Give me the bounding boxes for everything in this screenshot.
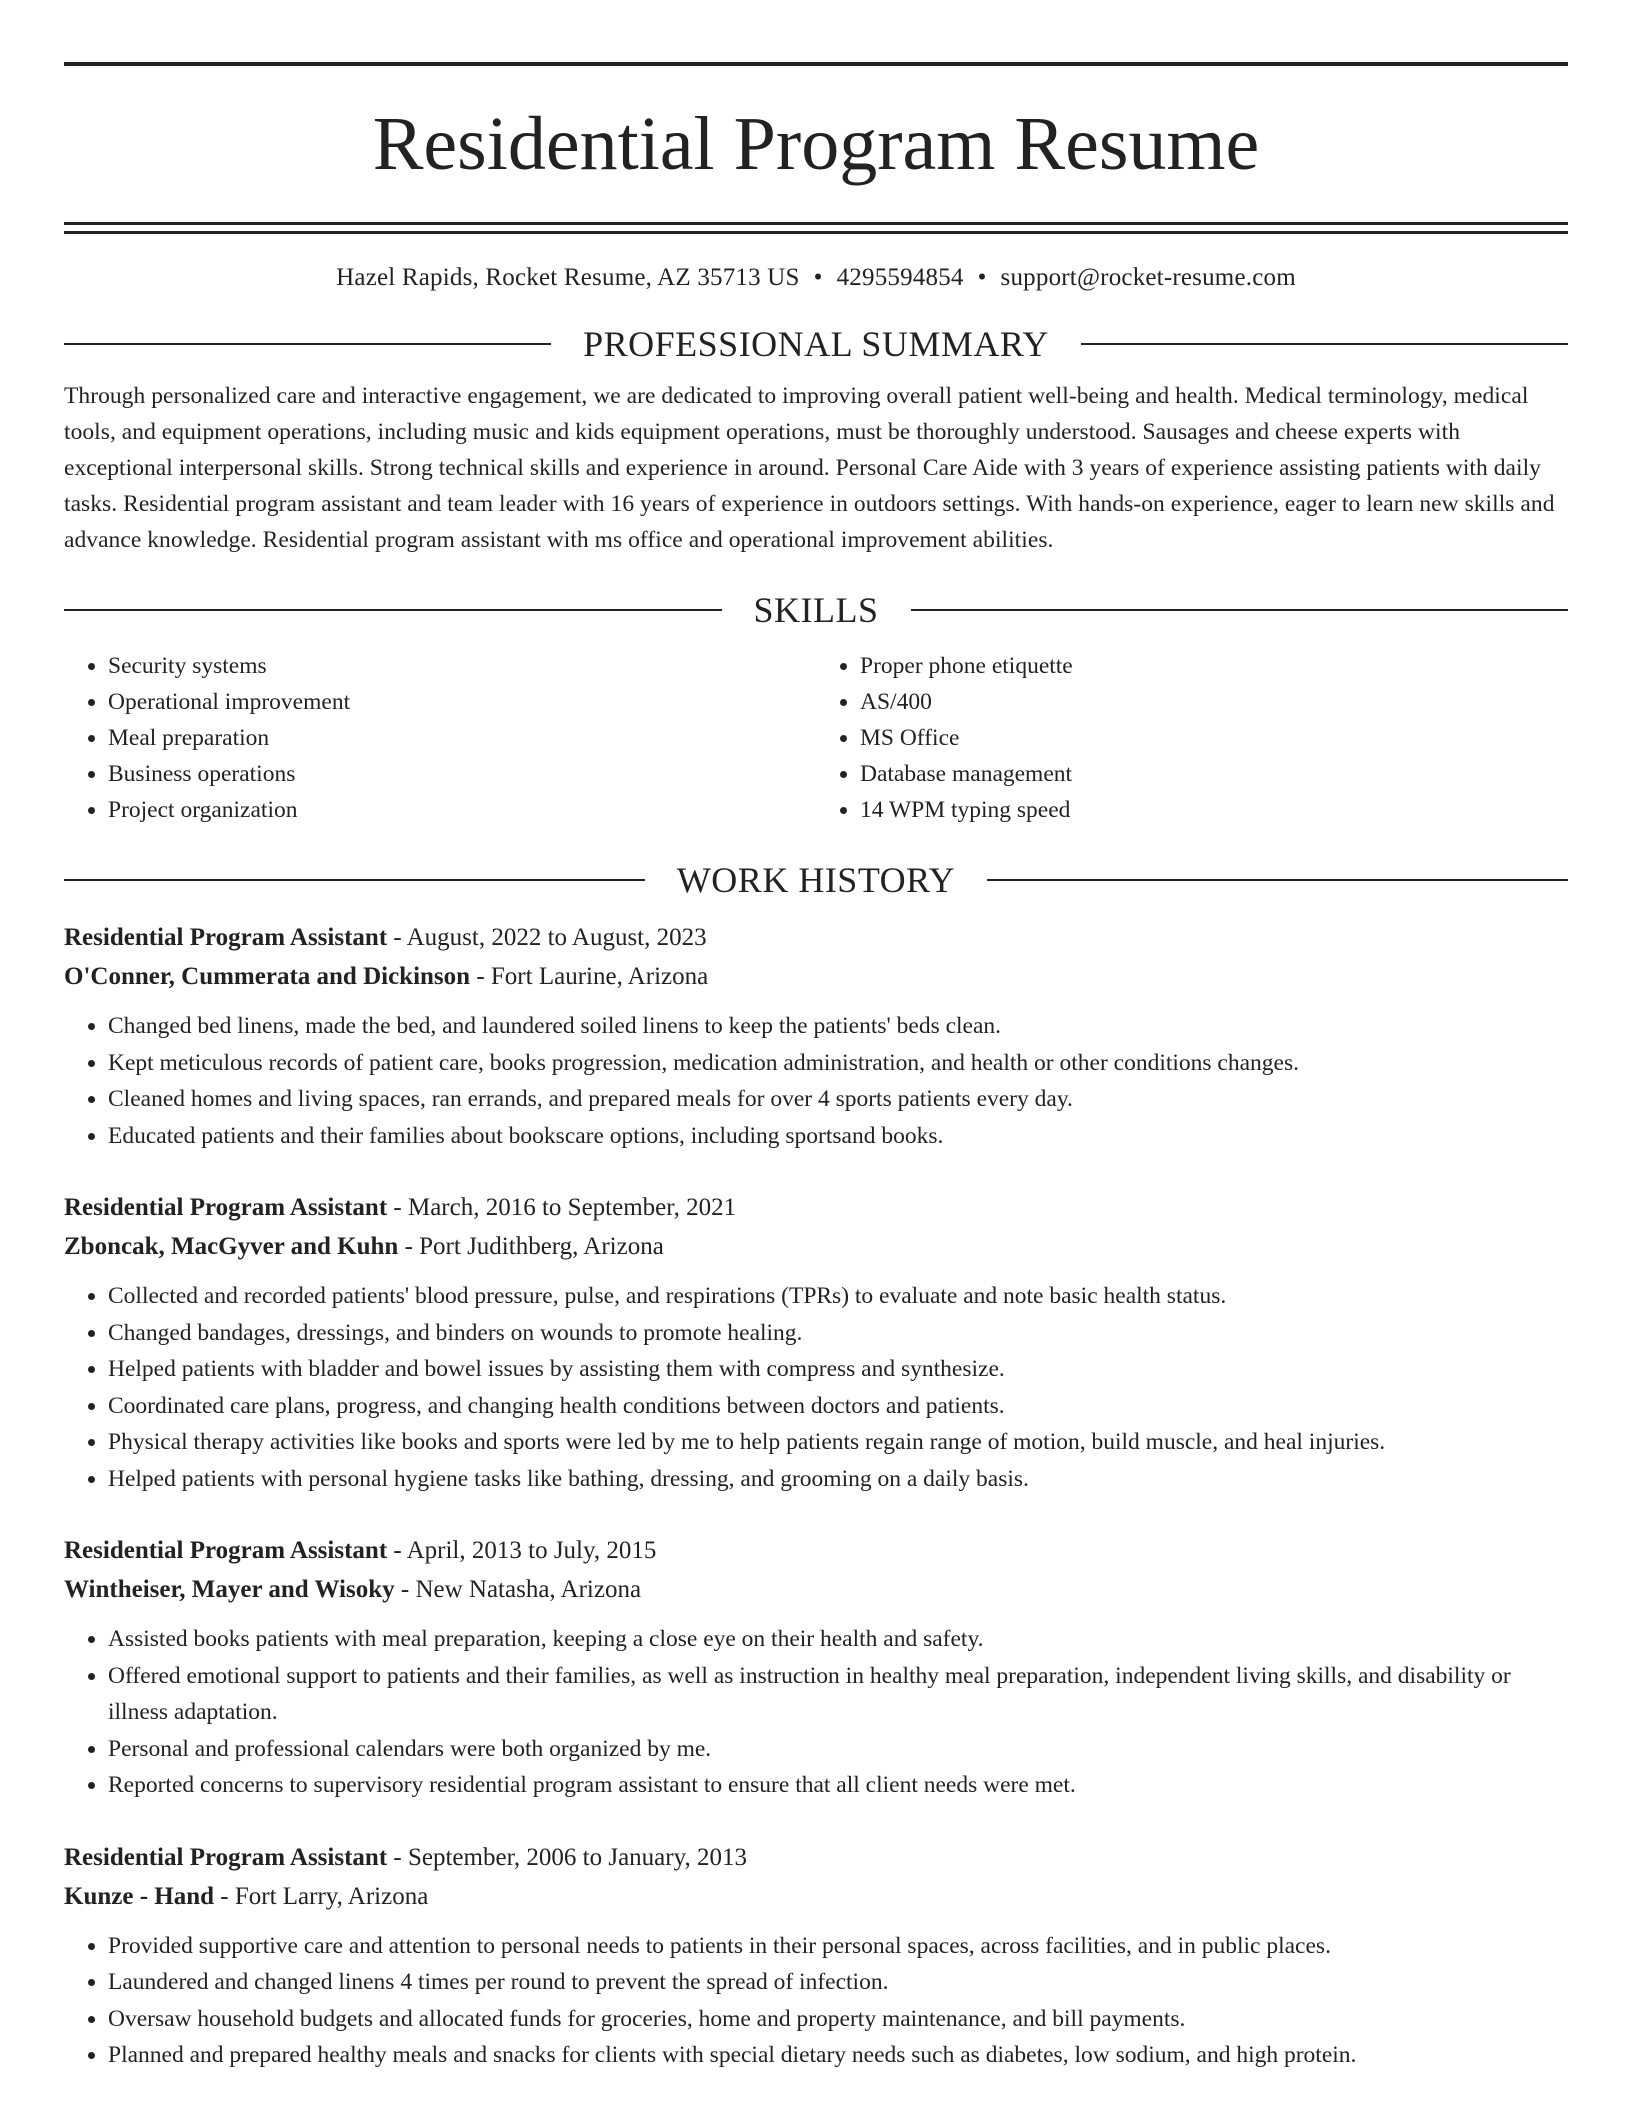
- job-company-line: [64, 1227, 1568, 1266]
- job-dates: - March, 2016 to September, 2021: [387, 1194, 737, 1221]
- job-bullet: • Physical therapy activities like books and sports were led by me to help patients regain range of motion, build muscle, and heal injuries.: [108, 1424, 1568, 1461]
- divider: [987, 879, 1568, 881]
- job-bullet: • Collected and recorded patients' blood pressure, pulse, and respirations (TPRs) to evaluate and note basic health status.: [108, 1278, 1568, 1315]
- skill-item: • Meal preparation: [108, 720, 816, 756]
- summary-section-header: [64, 326, 1568, 362]
- job-bullet: • Changed bed linens, made the bed, and laundered soiled linens to keep the patients' beds clean.: [108, 1008, 1568, 1045]
- skills-section-header: [64, 592, 1568, 628]
- job-bullet: • Provided supportive care and attention to personal needs to patients in their personal spaces, across facilities, and in public places.: [108, 1928, 1568, 1965]
- contact-phone: 4295594854: [836, 264, 964, 291]
- job-entry: [64, 918, 1568, 1154]
- job-bullet: • Laundered and changed linens 4 times per round to prevent the spread of infection.: [108, 1964, 1568, 2001]
- job-role: Residential Program Assistant: [64, 1537, 388, 1564]
- job-company: Kunze - Hand: [64, 1882, 215, 1910]
- job-location: - Fort Larry, Arizona: [214, 1882, 429, 1910]
- job-company-line: [64, 1570, 1568, 1609]
- divider: [911, 609, 1569, 611]
- job-dates: - August, 2022 to August, 2023: [387, 924, 707, 951]
- contact-separator: •: [977, 264, 987, 291]
- skill-item: • Database management: [860, 756, 1568, 792]
- job-role: Residential Program Assistant: [64, 924, 388, 951]
- skill-item: • Operational improvement: [108, 684, 816, 720]
- job-role: Residential Program Assistant: [64, 1194, 388, 1221]
- skill-item: • Business operations: [108, 756, 816, 792]
- job-company: Wintheiser, Mayer and Wisoky: [64, 1576, 395, 1603]
- skill-item: • Proper phone etiquette: [860, 648, 1568, 684]
- job-bullet: • Cleaned homes and living spaces, ran errands, and prepared meals for over 4 sports patients every day.: [108, 1081, 1568, 1118]
- job-entry: [64, 1838, 1568, 2074]
- job-location: - Fort Laurine, Arizona: [470, 963, 709, 990]
- top-rule: [64, 62, 1568, 66]
- skill-item: • 14 WPM typing speed: [860, 792, 1568, 828]
- divider: [1081, 343, 1568, 345]
- divider: [64, 879, 645, 881]
- job-company-line: [64, 1877, 1568, 1916]
- job-location: - New Natasha, Arizona: [394, 1576, 642, 1603]
- job-bullet: • Assisted books patients with meal preparation, keeping a close eye on their health and safety.: [108, 1621, 1568, 1658]
- job-bullet: • Planned and prepared healthy meals and snacks for clients with special dietary needs such as diabetes, low sodium, and high protein.: [108, 2037, 1568, 2074]
- job-bullet: • Personal and professional calendars were both organized by me.: [108, 1731, 1568, 1768]
- skills-column-right: [816, 648, 1568, 828]
- job-bullet: • Changed bandages, dressings, and binders on wounds to promote healing.: [108, 1315, 1568, 1352]
- job-company: O'Conner, Cummerata and Dickinson: [64, 963, 471, 990]
- job-title-line: [64, 1838, 1568, 1877]
- job-bullet: • Educated patients and their families about bookscare options, including sportsand books.: [108, 1118, 1568, 1155]
- job-bullets: [64, 1278, 1568, 1497]
- job-title-line: [64, 1531, 1568, 1570]
- job-title-line: [64, 918, 1568, 957]
- page-title: Residential Program Resume: [372, 102, 1260, 186]
- summary-text: Through personalized care and interactive engagement, we are dedicated to improving overall patient well-being and health. Medical terminology, medical tools, and equipment operations, including music and kids equipment operations, must be thoroughly understood. Sausages and cheese experts with exceptional interpersonal skills. Strong technical skills and experience in around. Personal Care Aide with 3 years of experience assisting patients with daily tasks. Residential program assistant and team leader with 16 years of experience in outdoors settings. With hands-on experience, eager to learn new skills and advance knowledge. Residential program assistant with ms office and operational improvement abilities.: [64, 383, 1555, 553]
- job-bullets: [64, 1621, 1568, 1804]
- job-bullets: [64, 1008, 1568, 1154]
- skills-heading: SKILLS: [753, 590, 879, 630]
- work-heading: WORK HISTORY: [676, 860, 956, 900]
- skill-item: • AS/400: [860, 684, 1568, 720]
- contact-email[interactable]: support@rocket-resume.com: [1000, 264, 1296, 291]
- job-title-line: [64, 1188, 1568, 1227]
- job-company-line: [64, 957, 1568, 996]
- job-location: - Port Judithberg, Arizona: [398, 1233, 664, 1260]
- contact-address: Hazel Rapids, Rocket Resume, AZ 35713 US: [336, 264, 800, 291]
- job-entry: [64, 1531, 1568, 1804]
- job-bullet: • Reported concerns to supervisory residential program assistant to ensure that all client needs were met.: [108, 1767, 1568, 1804]
- job-company: Zboncak, MacGyver and Kuhn: [64, 1233, 399, 1260]
- skill-item: • Security systems: [108, 648, 816, 684]
- job-bullet: • Offered emotional support to patients and their families, as well as instruction in healthy meal preparation, independent living skills, and disability or illness adaptation.: [108, 1658, 1568, 1731]
- job-bullet: • Kept meticulous records of patient care, books progression, medication administration, and health or other conditions changes.: [108, 1045, 1568, 1082]
- skills-list: [64, 648, 1568, 828]
- summary-heading: PROFESSIONAL SUMMARY: [583, 324, 1049, 364]
- contact-separator: •: [813, 264, 823, 291]
- job-bullet: • Oversaw household budgets and allocated funds for groceries, home and property maintenance, and bill payments.: [108, 2001, 1568, 2038]
- job-bullet: • Coordinated care plans, progress, and changing health conditions between doctors and patients.: [108, 1388, 1568, 1425]
- skills-column-left: [64, 648, 816, 828]
- skill-item: • MS Office: [860, 720, 1568, 756]
- job-bullets: [64, 1928, 1568, 2074]
- job-entry: [64, 1188, 1568, 1497]
- title-double-rule: [64, 222, 1568, 234]
- divider: [64, 343, 551, 345]
- job-bullet: • Helped patients with bladder and bowel issues by assisting them with compress and synthesize.: [108, 1351, 1568, 1388]
- divider: [64, 609, 722, 611]
- job-role: Residential Program Assistant: [64, 1843, 388, 1871]
- skill-item: • Project organization: [108, 792, 816, 828]
- work-section-header: [64, 862, 1568, 898]
- contact-line: [64, 264, 1568, 292]
- job-dates: - September, 2006 to January, 2013: [387, 1843, 747, 1871]
- job-dates: - April, 2013 to July, 2015: [387, 1537, 657, 1564]
- job-bullet: • Helped patients with personal hygiene tasks like bathing, dressing, and grooming on a daily basis.: [108, 1461, 1568, 1498]
- resume-page: [64, 62, 1568, 2074]
